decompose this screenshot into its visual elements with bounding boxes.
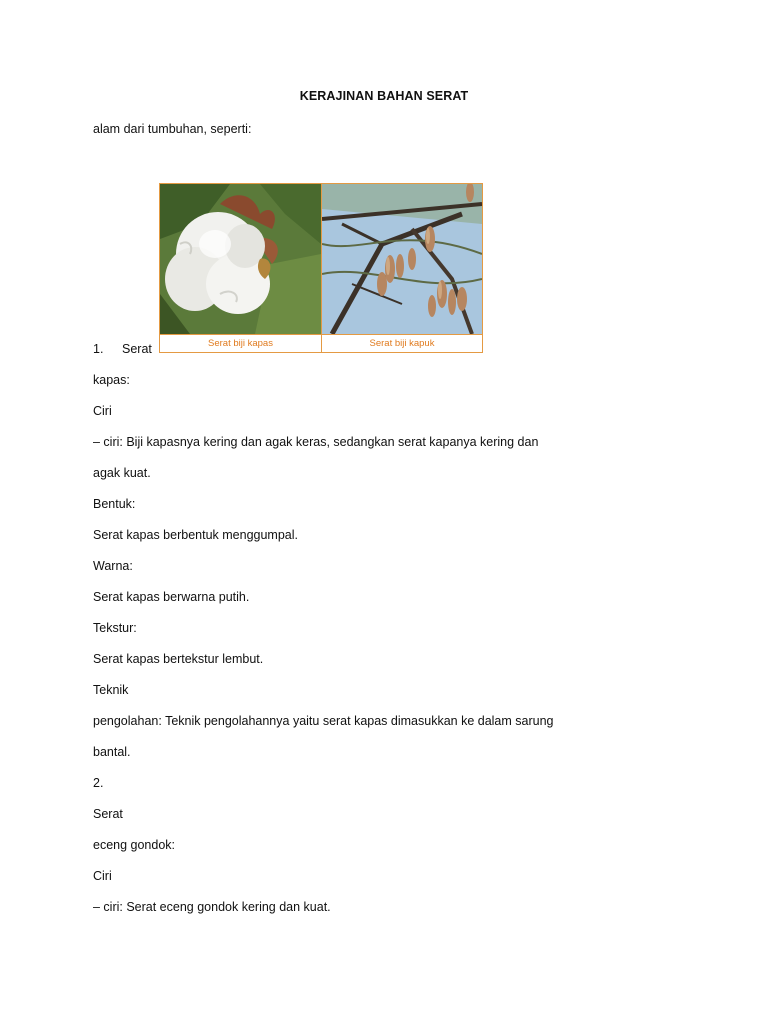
paragraph-line: Tekstur: bbox=[93, 621, 137, 635]
paragraph-line: – ciri: Biji kapasnya kering dan agak keras, sedangkan serat kapanya kering dan bbox=[93, 435, 539, 449]
paragraph-line: eceng gondok: bbox=[93, 838, 176, 852]
kapok-tree-image bbox=[322, 184, 482, 334]
paragraph-line: Ciri bbox=[93, 404, 112, 418]
paragraph-line: kapas: bbox=[93, 373, 130, 387]
paragraph-line: agak kuat. bbox=[93, 466, 151, 480]
figure-captions bbox=[160, 334, 482, 353]
paragraph-line: Warna: bbox=[93, 559, 133, 573]
paragraph-line: Bentuk: bbox=[93, 497, 136, 511]
paragraph-line: Teknik bbox=[93, 683, 129, 697]
cotton-boll-image bbox=[160, 184, 322, 334]
list-item-text: Serat bbox=[122, 342, 152, 356]
paragraph-line: bantal. bbox=[93, 745, 131, 759]
intro-text: alam dari tumbuhan, seperti: bbox=[93, 122, 252, 136]
list-number: 1. bbox=[93, 342, 104, 356]
paragraph-line: Serat bbox=[93, 807, 123, 821]
list-item-2-number: 2. bbox=[93, 776, 104, 790]
fiber-figure bbox=[159, 183, 483, 353]
document-title: KERAJINAN BAHAN SERAT bbox=[299, 89, 469, 103]
paragraph-line: Serat kapas bertekstur lembut. bbox=[93, 652, 264, 666]
paragraph-line: – ciri: Serat eceng gondok kering dan kuat. bbox=[93, 900, 331, 914]
list-item-1 bbox=[93, 341, 152, 357]
paragraph-line: Serat kapas berwarna putih. bbox=[93, 590, 250, 604]
paragraph-line: Ciri bbox=[93, 869, 112, 883]
paragraph-line: pengolahan: Teknik pengolahannya yaitu serat kapas dimasukkan ke dalam sarung bbox=[93, 714, 554, 728]
paragraph-line: Serat kapas berbentuk menggumpal. bbox=[93, 528, 298, 542]
caption-cotton: Serat biji kapas bbox=[160, 335, 322, 353]
caption-kapok: Serat biji kapuk bbox=[369, 338, 435, 349]
